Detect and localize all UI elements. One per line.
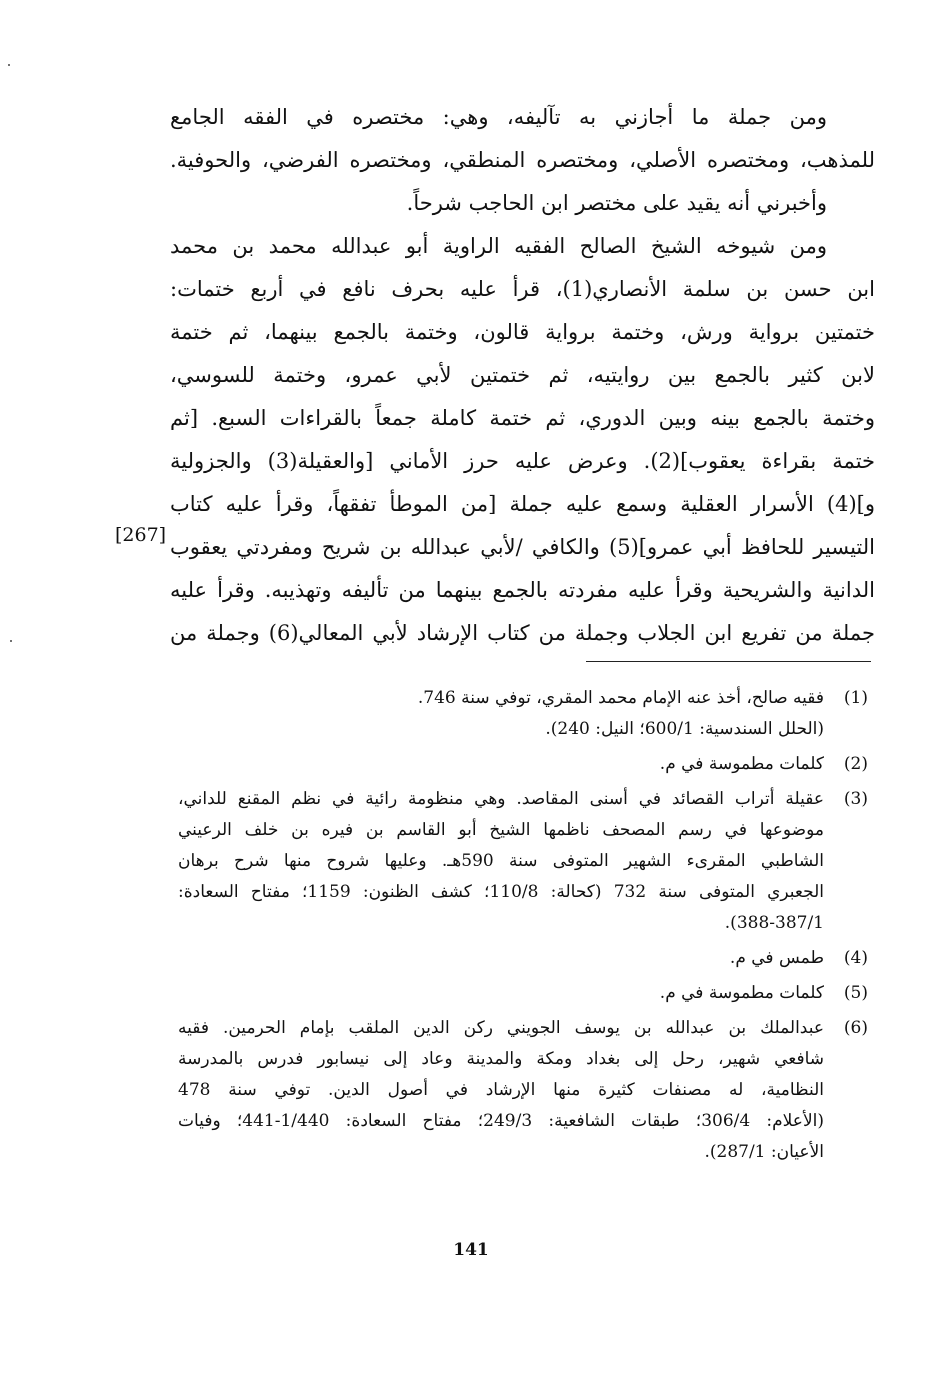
main-text-line: ختمة بقراءة يعقوب](2). وعرض عليه حرز الأماني [والعقيلة(3) والجزولية xyxy=(170,449,875,473)
footnote-body xyxy=(178,1013,824,1168)
footnote-line: طمس في م. xyxy=(729,948,824,968)
footnote-number: (1) xyxy=(843,688,868,708)
main-text-line: ومن جملة ما أجازني به تآليفه، وهي: مختصره في الفقه الجامع xyxy=(170,105,827,129)
footnotes-block xyxy=(178,683,872,1172)
footnote-line: فقيه صالح، أخذ عنه الإمام محمد المقري، توفي سنة 746. xyxy=(417,688,824,708)
footnote xyxy=(178,683,872,745)
footnote-body xyxy=(178,683,824,745)
footnote-line: شافعي شهير، رحل إلى بغداد ومكة والمدينة وعاد إلى نيسابور فدرس بالمدرسة xyxy=(178,1049,824,1069)
footnote-line: الأعيان: 287/1). xyxy=(704,1142,824,1162)
footnote-line: كلمات مطموسة في م. xyxy=(659,983,824,1003)
footnote-number: (3) xyxy=(843,789,868,809)
footnote-line: الشاطبي المقرىء الشهير المتوفى سنة 590هـ. وعليها شروح منها شرح برهان xyxy=(178,851,824,871)
main-text-line: ختمتين برواية ورش، وختمة برواية قالون، وختمة بالجمع بينهما، ثم ختمة xyxy=(170,320,875,344)
main-text-line: ومن شيوخه الشيخ الصالح الفقيه الراوية أبو عبدالله محمد بن محمد xyxy=(170,234,827,258)
scan-speck xyxy=(8,64,10,66)
footnote-line: (الحلل السندسية: 600/1؛ النيل: 240). xyxy=(545,719,824,739)
main-text-line: وأخبرني أنه يقيد على مختصر ابن الحاجب شرحاً. xyxy=(406,191,827,215)
footnote-number: (5) xyxy=(843,983,868,1003)
footnote xyxy=(178,978,872,1009)
footnote xyxy=(178,784,872,939)
main-text-line: و](4) الأسرار العقلية وسمع عليه جملة [من الموطأ تفقهاً، وقرأ عليه كتاب xyxy=(170,492,875,516)
main-text-line: لابن كثير بالجمع بين روايتيه، ثم ختمتين لأبي عمرو، وختمة للسوسي، xyxy=(170,363,875,387)
footnote-line: موضوعها في رسم المصحف ناظمها الشيخ أبو القاسم بن فيره بن خلف الرعيني xyxy=(178,820,824,840)
footnote-number: (4) xyxy=(843,948,868,968)
footnote-line: الجعبري المتوفى سنة 732 (كحالة: 110/8؛ كشف الظنون: 1159؛ مفتاح السعادة: xyxy=(178,882,824,902)
footnote-line: (الأعلام: 306/4؛ طبقات الشافعية: 249/3؛ مفتاح السعادة: 1/440-441؛ وفيات xyxy=(178,1111,824,1131)
footnote-body xyxy=(178,749,824,780)
footnote-line: 388-387/1). xyxy=(724,913,824,933)
footnote-number: (6) xyxy=(843,1018,868,1038)
footnote xyxy=(178,1013,872,1168)
footnote-body xyxy=(178,978,824,1009)
manuscript-folio-marker: [267] xyxy=(115,524,167,546)
footnote-separator xyxy=(586,661,871,662)
main-text-line: التيسير للحافظ أبي عمرو](5) والكافي /لأبي عبدالله بن شريح ومفردتي يعقوب xyxy=(170,535,875,559)
footnote-line: كلمات مطموسة في م. xyxy=(659,754,824,774)
main-text-line: جملة من تفريع ابن الجلاب وجملة من كتاب الإرشاد لأبي المعالي(6) وجملة من xyxy=(170,621,875,645)
footnote-number: (2) xyxy=(843,754,868,774)
footnote-line: النظامية، له مصنفات كثيرة منها الإرشاد في أصول الدين. توفي سنة 478 xyxy=(178,1080,824,1100)
footnote-line: عبدالملك بن عبدالله بن يوسف الجويني ركن الدين الملقب بإمام الحرمين. فقيه xyxy=(178,1018,824,1038)
footnote-body xyxy=(178,784,824,939)
footnote xyxy=(178,749,872,780)
main-text-line: وختمة بالجمع بينه وبين الدوري، ثم ختمة كاملة جمعاً بالقراءات السبع. [ثم xyxy=(170,406,875,430)
main-text-line: للمذهب، ومختصره الأصلي، ومختصره المنطقي، ومختصره الفرضي، والحوفية. xyxy=(170,148,875,172)
main-text-line: ابن حسن بن سلمة الأنصاري(1)، قرأ عليه بحرف نافع في أربع ختمات: xyxy=(170,277,875,301)
footnote xyxy=(178,943,872,974)
main-text-block xyxy=(170,96,875,655)
footnote-line: عقيلة أتراب القصائد في أسنى المقاصد. وهي منظومة رائية في نظم المقنع للداني، xyxy=(178,789,824,809)
main-text-line: الدانية والشريحية وقرأ عليه مفردته بالجمع بينهما من تأليفه وتهذيبه. وقرأ عليه xyxy=(170,578,875,602)
scan-speck xyxy=(10,640,12,642)
footnote-body xyxy=(178,943,824,974)
page-number: 141 xyxy=(453,1240,489,1260)
